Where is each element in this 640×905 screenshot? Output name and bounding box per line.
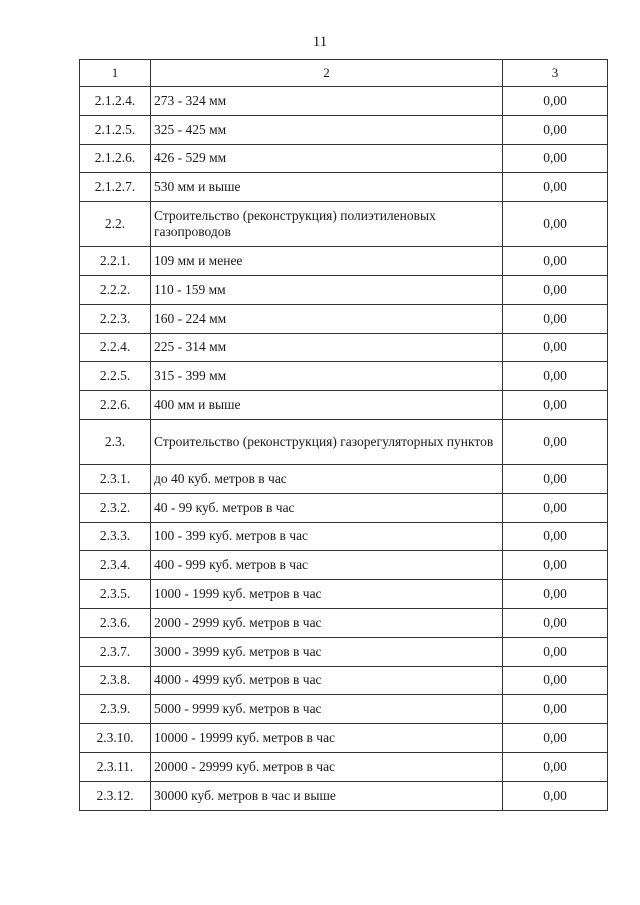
table-row bbox=[80, 173, 608, 202]
table-row bbox=[80, 419, 608, 464]
rates-table bbox=[79, 59, 608, 811]
row-name: 40 - 99 куб. метров в час bbox=[151, 493, 503, 522]
row-name: 273 - 324 мм bbox=[151, 87, 503, 116]
table-row bbox=[80, 304, 608, 333]
row-number: 2.2. bbox=[80, 202, 151, 247]
row-value: 0,00 bbox=[503, 304, 608, 333]
row-name: Строительство (реконструкция) газорегуляторных пунктов bbox=[151, 419, 503, 464]
row-name: 100 - 399 куб. метров в час bbox=[151, 522, 503, 551]
row-name: 315 - 399 мм bbox=[151, 362, 503, 391]
header-cell-col3: 3 bbox=[503, 60, 608, 87]
row-value: 0,00 bbox=[503, 580, 608, 609]
row-name: 2000 - 2999 куб. метров в час bbox=[151, 608, 503, 637]
table-row bbox=[80, 115, 608, 144]
row-number: 2.2.2. bbox=[80, 275, 151, 304]
row-name: 1000 - 1999 куб. метров в час bbox=[151, 580, 503, 609]
row-value: 0,00 bbox=[503, 551, 608, 580]
table-row bbox=[80, 202, 608, 247]
table-header-row bbox=[80, 60, 608, 87]
table-row bbox=[80, 275, 608, 304]
row-value: 0,00 bbox=[503, 275, 608, 304]
table-row bbox=[80, 666, 608, 695]
row-name: 5000 - 9999 куб. метров в час bbox=[151, 695, 503, 724]
row-value: 0,00 bbox=[503, 666, 608, 695]
row-value: 0,00 bbox=[503, 115, 608, 144]
table-row bbox=[80, 724, 608, 753]
row-name: 325 - 425 мм bbox=[151, 115, 503, 144]
row-number: 2.2.3. bbox=[80, 304, 151, 333]
row-value: 0,00 bbox=[503, 87, 608, 116]
table-row bbox=[80, 695, 608, 724]
row-name: 20000 - 29999 куб. метров в час bbox=[151, 752, 503, 781]
row-number: 2.2.4. bbox=[80, 333, 151, 362]
row-name: 3000 - 3999 куб. метров в час bbox=[151, 637, 503, 666]
row-number: 2.2.1. bbox=[80, 247, 151, 276]
row-value: 0,00 bbox=[503, 391, 608, 420]
row-value: 0,00 bbox=[503, 333, 608, 362]
row-name: 400 мм и выше bbox=[151, 391, 503, 420]
row-number: 2.3. bbox=[80, 419, 151, 464]
row-value: 0,00 bbox=[503, 202, 608, 247]
row-number: 2.3.4. bbox=[80, 551, 151, 580]
table-row bbox=[80, 752, 608, 781]
row-value: 0,00 bbox=[503, 522, 608, 551]
header-cell-col1: 1 bbox=[80, 60, 151, 87]
table-row bbox=[80, 247, 608, 276]
row-number: 2.3.8. bbox=[80, 666, 151, 695]
row-name: Строительство (реконструкция) полиэтиленовых газопроводов bbox=[151, 202, 503, 247]
row-name: 30000 куб. метров в час и выше bbox=[151, 781, 503, 810]
row-name: 110 - 159 мм bbox=[151, 275, 503, 304]
page-number: 11 bbox=[312, 34, 328, 50]
row-value: 0,00 bbox=[503, 752, 608, 781]
row-name: до 40 куб. метров в час bbox=[151, 464, 503, 493]
row-value: 0,00 bbox=[503, 695, 608, 724]
row-number: 2.3.1. bbox=[80, 464, 151, 493]
row-number: 2.2.6. bbox=[80, 391, 151, 420]
table-row bbox=[80, 493, 608, 522]
row-value: 0,00 bbox=[503, 419, 608, 464]
row-name: 530 мм и выше bbox=[151, 173, 503, 202]
table-row bbox=[80, 362, 608, 391]
row-number: 2.3.7. bbox=[80, 637, 151, 666]
table-row bbox=[80, 580, 608, 609]
row-name: 160 - 224 мм bbox=[151, 304, 503, 333]
row-number: 2.3.6. bbox=[80, 608, 151, 637]
table-row bbox=[80, 391, 608, 420]
table-row bbox=[80, 637, 608, 666]
row-value: 0,00 bbox=[503, 781, 608, 810]
row-number: 2.3.11. bbox=[80, 752, 151, 781]
row-name: 4000 - 4999 куб. метров в час bbox=[151, 666, 503, 695]
row-value: 0,00 bbox=[503, 493, 608, 522]
row-value: 0,00 bbox=[503, 464, 608, 493]
row-number: 2.3.5. bbox=[80, 580, 151, 609]
row-value: 0,00 bbox=[503, 608, 608, 637]
table-row bbox=[80, 333, 608, 362]
row-number: 2.3.9. bbox=[80, 695, 151, 724]
row-value: 0,00 bbox=[503, 724, 608, 753]
table-row bbox=[80, 87, 608, 116]
row-value: 0,00 bbox=[503, 247, 608, 276]
table-row bbox=[80, 551, 608, 580]
row-number: 2.1.2.4. bbox=[80, 87, 151, 116]
row-value: 0,00 bbox=[503, 637, 608, 666]
row-number: 2.3.12. bbox=[80, 781, 151, 810]
row-value: 0,00 bbox=[503, 362, 608, 391]
row-number: 2.1.2.7. bbox=[80, 173, 151, 202]
row-number: 2.3.2. bbox=[80, 493, 151, 522]
row-number: 2.3.3. bbox=[80, 522, 151, 551]
row-value: 0,00 bbox=[503, 144, 608, 173]
table-row bbox=[80, 781, 608, 810]
header-cell-col2: 2 bbox=[151, 60, 503, 87]
row-name: 10000 - 19999 куб. метров в час bbox=[151, 724, 503, 753]
table-row bbox=[80, 522, 608, 551]
row-name: 426 - 529 мм bbox=[151, 144, 503, 173]
row-name: 225 - 314 мм bbox=[151, 333, 503, 362]
row-name: 109 мм и менее bbox=[151, 247, 503, 276]
table-row bbox=[80, 608, 608, 637]
row-number: 2.2.5. bbox=[80, 362, 151, 391]
row-name: 400 - 999 куб. метров в час bbox=[151, 551, 503, 580]
row-value: 0,00 bbox=[503, 173, 608, 202]
row-number: 2.1.2.6. bbox=[80, 144, 151, 173]
row-number: 2.1.2.5. bbox=[80, 115, 151, 144]
table-row bbox=[80, 464, 608, 493]
row-number: 2.3.10. bbox=[80, 724, 151, 753]
table-row bbox=[80, 144, 608, 173]
